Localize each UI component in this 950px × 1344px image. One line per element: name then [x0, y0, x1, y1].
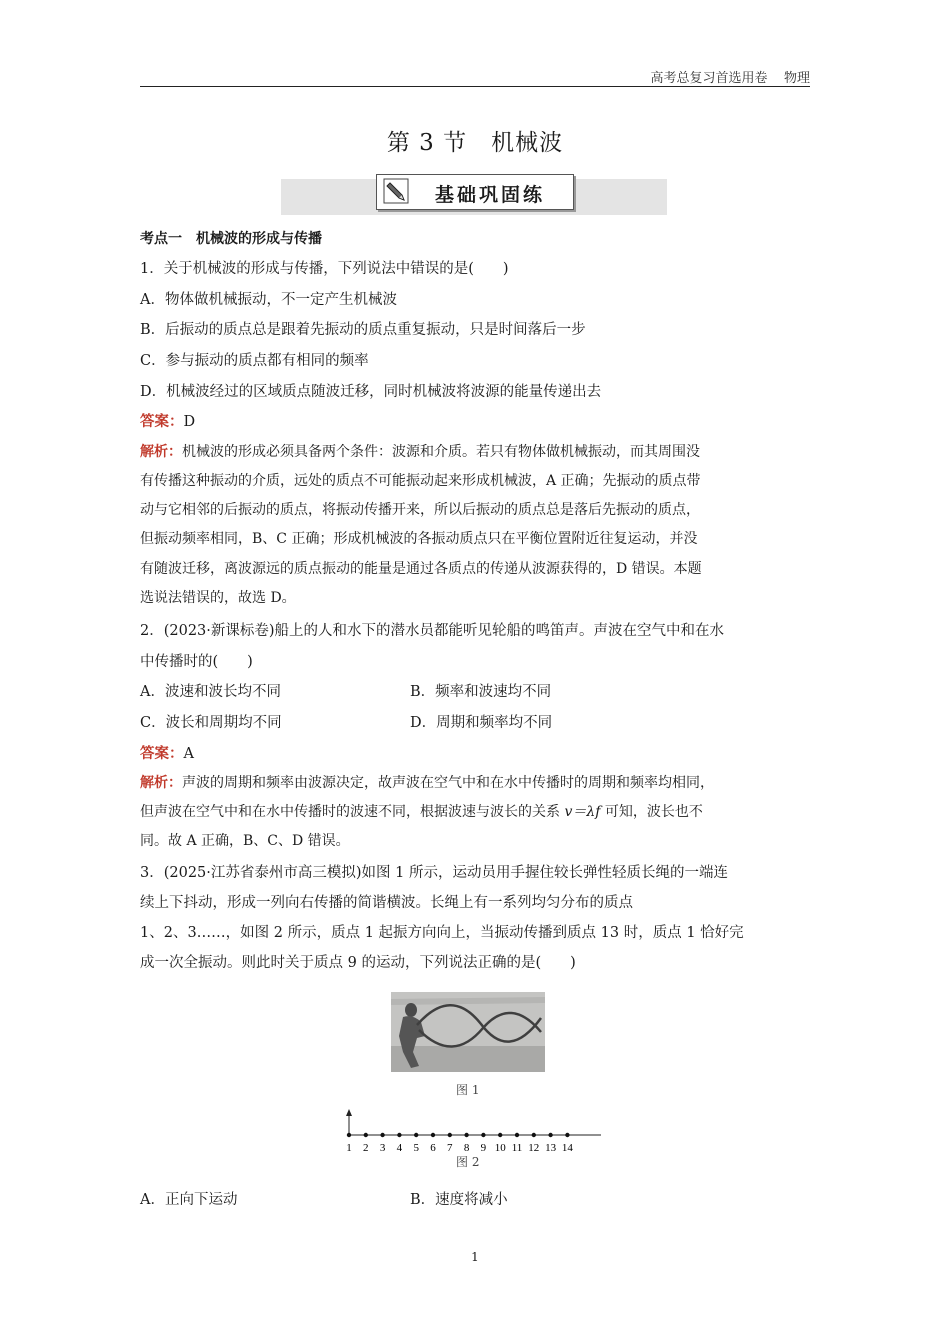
- section-heading: 考点一 机械波的形成与传播: [140, 231, 322, 247]
- banner: [376, 174, 574, 210]
- q1-analysis-line: 有传播这种振动的介质，远处的质点不可能振动起来形成机械波，A 正确；先振动的质点带: [140, 473, 701, 489]
- q2-options-row: [140, 711, 810, 732]
- point-label: 9: [480, 1142, 487, 1154]
- athlete-rope-illustration: [391, 992, 545, 1072]
- header-book: 高考总复习首选用卷: [650, 71, 768, 86]
- rope-point: [464, 1133, 468, 1137]
- figure-2-axis: [339, 1108, 604, 1158]
- point-group: [346, 1133, 573, 1154]
- q1-answer-label: 答案：: [140, 413, 184, 430]
- page-number: 1: [471, 1250, 479, 1264]
- q1-analysis-text: 机械波的形成必须具备两个条件：波源和介质。若只有物体做机械振动，而其周围没: [182, 444, 700, 460]
- q2-analysis-text: 但声波在空气中和在水中传播时的波速不同，根据波速与波长的关系: [140, 804, 560, 820]
- q2-analysis-text: 可知，波长也不: [604, 804, 703, 820]
- q3-option-a: A．正向下运动: [140, 1192, 238, 1208]
- q3-stem: 3．(2025·江苏省泰州市高三模拟)如图 1 所示，运动员用手握住较长弹性轻质长绳的一端连: [140, 865, 728, 881]
- q1-answer-value: D: [183, 414, 196, 430]
- q1-analysis-line: 有随波迁移，离波源远的质点振动的能量是通过各质点的传递从波源获得的，D 错误。本题: [140, 561, 702, 577]
- point-label: 8: [463, 1142, 470, 1154]
- rope-point: [347, 1133, 351, 1137]
- q1-analysis-label: 解析：: [140, 444, 182, 460]
- q3-stem: 1、2、3……，如图 2 所示，质点 1 起振方向向上，当振动传播到质点 13 时，质点 1 恰好完: [140, 925, 744, 941]
- section-title: 第 3 节 机械波: [386, 130, 564, 156]
- rope-point: [565, 1133, 569, 1137]
- q2-formula: v＝λf: [564, 804, 601, 820]
- point-label: 13: [545, 1142, 557, 1154]
- q2-answer-label: 答案：: [140, 745, 184, 762]
- rope-point: [380, 1133, 384, 1137]
- rope-point: [364, 1133, 368, 1137]
- q3-option-b: B．速度将减小: [410, 1192, 508, 1208]
- q2-analysis-text: 声波的周期和频率由波源决定，故声波在空气中和在水中传播时的周期和频率均相同，: [182, 775, 714, 791]
- q1-analysis-line: 动与它相邻的后振动的质点，将振动传播开来，所以后振动的质点总是落后先振动的质点，: [140, 502, 700, 518]
- rope-point: [431, 1133, 435, 1137]
- q3-stem: 续上下抖动，形成一列向右传播的简谐横波。长绳上有一系列均匀分布的质点: [140, 895, 633, 911]
- q1-option-c: C．参与振动的质点都有相同的频率: [140, 353, 369, 369]
- q3-stem: 成一次全振动。则此时关于质点 9 的运动，下列说法正确的是( ): [140, 955, 576, 971]
- point-label: 3: [379, 1142, 386, 1154]
- q1-option-b: B．后振动的质点总是跟着先振动的质点重复振动，只是时间落后一步: [140, 322, 586, 338]
- q2-option-c: C．波长和周期均不同: [140, 715, 282, 731]
- q1-option-a: A．物体做机械振动，不一定产生机械波: [140, 292, 397, 308]
- q1-analysis-line: 但振动频率相同，B、C 正确；形成机械波的各振动质点只在平衡位置附近往复运动，并没: [140, 531, 698, 547]
- header-rule: [140, 86, 810, 87]
- q2-stem: 2．(2023·新课标卷)船上的人和水下的潜水员都能听见轮船的鸣笛声。声波在空气中和在水: [140, 623, 725, 639]
- point-label: 10: [494, 1142, 506, 1154]
- figure-1-photo: [391, 992, 545, 1072]
- point-label: 2: [363, 1142, 369, 1154]
- pencil-icon: [383, 178, 409, 204]
- q1-answer: [140, 410, 810, 431]
- q1-option-d: D．机械波经过的区域质点随波迁移，同时机械波将波源的能量传递出去: [140, 384, 602, 400]
- q2-option-d: D．周期和频率均不同: [410, 715, 553, 731]
- running-header: [650, 67, 810, 86]
- q2-analysis-line: 同。故 A 正确，B、C、D 错误。: [140, 833, 350, 849]
- rope-point: [548, 1133, 552, 1137]
- q2-analysis-label: 解析：: [140, 775, 182, 791]
- q1-analysis-line: [140, 441, 810, 461]
- point-label: 4: [396, 1142, 403, 1154]
- rope-point: [498, 1133, 502, 1137]
- point-label: 14: [561, 1142, 573, 1154]
- q2-option-b: B．频率和波速均不同: [410, 684, 552, 700]
- point-label: 11: [511, 1142, 523, 1154]
- q1-analysis-line: 选说法错误的，故选 D。: [140, 590, 296, 606]
- q2-analysis-line: [140, 801, 810, 821]
- point-label: 1: [346, 1142, 352, 1154]
- q2-answer: [140, 742, 810, 763]
- q2-analysis-line: [140, 772, 810, 792]
- q2-options-row: [140, 680, 810, 701]
- q2-answer-value: A: [183, 746, 194, 762]
- rope-point: [397, 1133, 401, 1137]
- q2-option-a: A．波速和波长均不同: [140, 684, 281, 700]
- point-label: 12: [528, 1142, 540, 1154]
- figure-2-caption: 图 2: [456, 1155, 480, 1169]
- q2-stem: 中传播时的( ): [140, 654, 253, 670]
- header-subject: 物理: [783, 71, 810, 86]
- rope-point: [481, 1133, 485, 1137]
- rope-point: [414, 1133, 418, 1137]
- rope-point: [448, 1133, 452, 1137]
- q3-options-row: [140, 1188, 810, 1209]
- point-label: 6: [430, 1142, 436, 1154]
- point-label: 5: [413, 1142, 419, 1154]
- banner-label: 基础巩固练: [435, 184, 546, 206]
- q1-stem: 1．关于机械波的形成与传播，下列说法中错误的是( ): [140, 261, 509, 277]
- rope-point: [532, 1133, 536, 1137]
- point-label: 7: [447, 1142, 453, 1154]
- rope-point: [515, 1133, 519, 1137]
- figure-1-caption: 图 1: [456, 1083, 480, 1097]
